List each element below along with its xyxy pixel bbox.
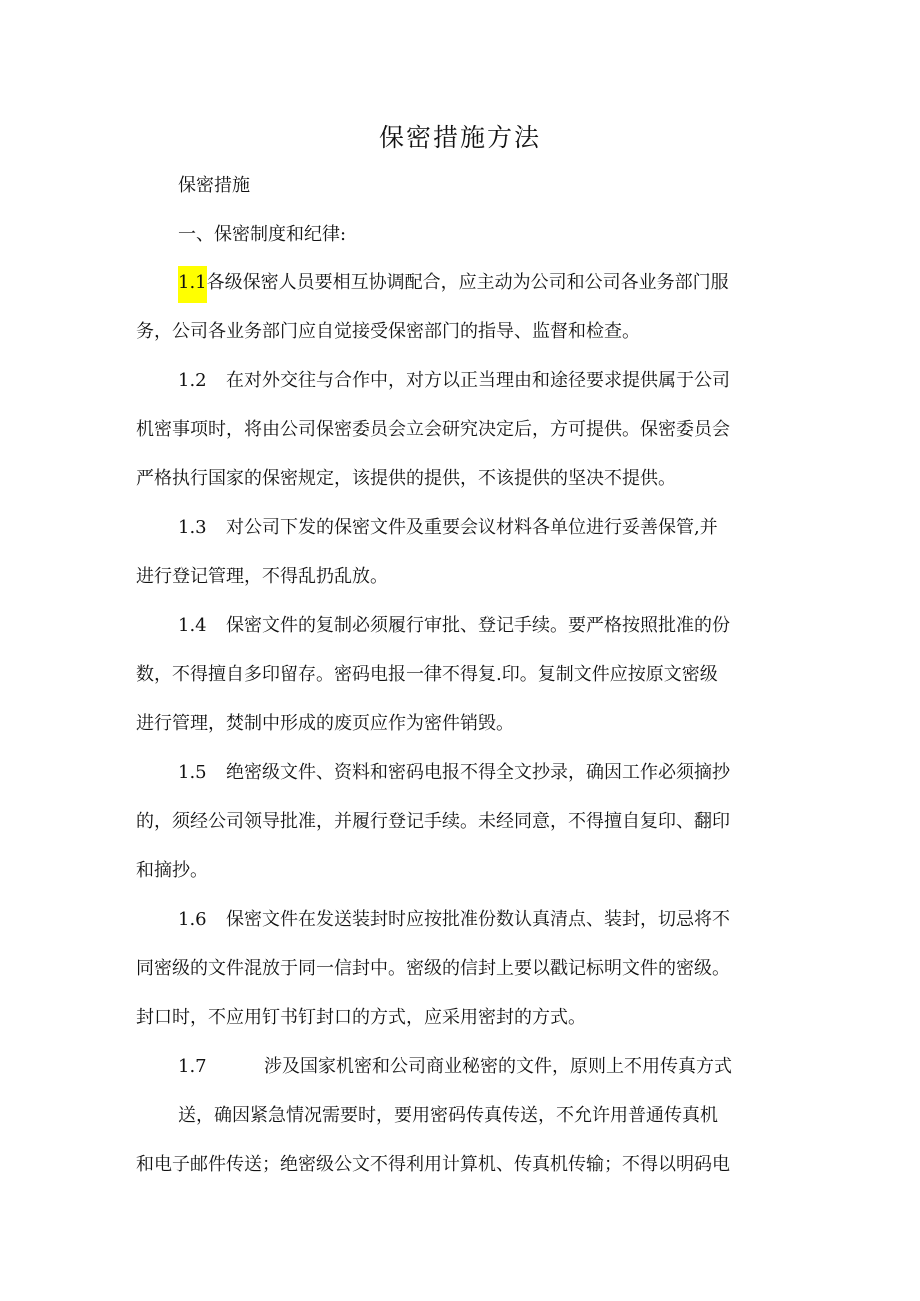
item-text: 绝密级文件、资料和密码电报不得全文抄录，确因工作必须摘抄 xyxy=(226,762,730,783)
paragraph-line: 机密事项时，将由公司保密委员会立会研究决定后，方可提供。保密委员会 xyxy=(136,419,730,440)
paragraph-line: 同密级的文件混放于同一信封中。密级的信封上要以戳记标明文件的密级。 xyxy=(136,958,730,979)
item-number-highlighted: 1.1 xyxy=(178,266,207,303)
paragraph-line: 进行管理，焚制中形成的废页应作为密件销毁。 xyxy=(136,713,514,734)
item-number: 1.6 xyxy=(178,909,207,930)
paragraph-line xyxy=(178,614,730,638)
item-text: 对公司下发的保密文件及重要会议材料各单位进行妥善保管,并 xyxy=(226,517,718,538)
paragraph-line: 务，公司各业务部门应自觉接受保密部门的指导、监督和检查。 xyxy=(136,321,640,342)
item-text: 保密文件在发送装封时应按批准份数认真清点、装封，切忌将不 xyxy=(226,909,730,930)
item-text: 涉及国家机密和公司商业秘密的文件，原则上不用传真方式 xyxy=(264,1056,732,1077)
item-number: 1.2 xyxy=(178,370,207,391)
item-text: 保密文件的复制必须履行审批、登记手续。要严格按照批准的份 xyxy=(226,615,730,636)
paragraph-line xyxy=(178,1055,732,1079)
document-subtitle: 保密措施 xyxy=(178,175,250,196)
paragraph-line: 进行登记管理，不得乱扔乱放。 xyxy=(136,566,388,587)
item-text: 各级保密人员要相互协调配合，应主动为公司和公司各业务部门服 xyxy=(206,272,729,293)
item-number: 1.7 xyxy=(178,1056,207,1077)
item-number: 1.5 xyxy=(178,762,207,783)
paragraph-line xyxy=(178,271,729,295)
paragraph-line: 严格执行国家的保密规定，该提供的提供，不该提供的坚决不提供。 xyxy=(136,468,676,489)
document-title: 保密措施方法 xyxy=(378,123,541,152)
paragraph-line xyxy=(178,369,730,393)
item-number: 1.3 xyxy=(178,517,207,538)
item-text: 在对外交往与合作中，对方以正当理由和途径要求提供属于公司 xyxy=(226,370,730,391)
paragraph-line: 数，不得擅自多印留存。密码电报一律不得复.印。复制文件应按原文密级 xyxy=(136,664,718,685)
paragraph-line: 和摘抄。 xyxy=(136,860,208,881)
paragraph-line: 和电子邮件传送；绝密级公文不得利用计算机、传真机传输；不得以明码电 xyxy=(136,1154,730,1175)
section-heading: 一、保密制度和纪律: xyxy=(178,224,347,245)
paragraph-line: 封口时，不应用钉书钉封口的方式，应采用密封的方式。 xyxy=(136,1007,586,1028)
paragraph-line xyxy=(178,908,730,932)
paragraph-line xyxy=(178,761,730,785)
paragraph-line: 送，确因紧急情况需要时，要用密码传真传送，不允许用普通传真机 xyxy=(178,1105,718,1126)
item-number: 1.4 xyxy=(178,615,207,636)
paragraph-line xyxy=(178,516,718,540)
paragraph-line: 的，须经公司领导批准，并履行登记手续。未经同意，不得擅自复印、翻印 xyxy=(136,811,730,832)
